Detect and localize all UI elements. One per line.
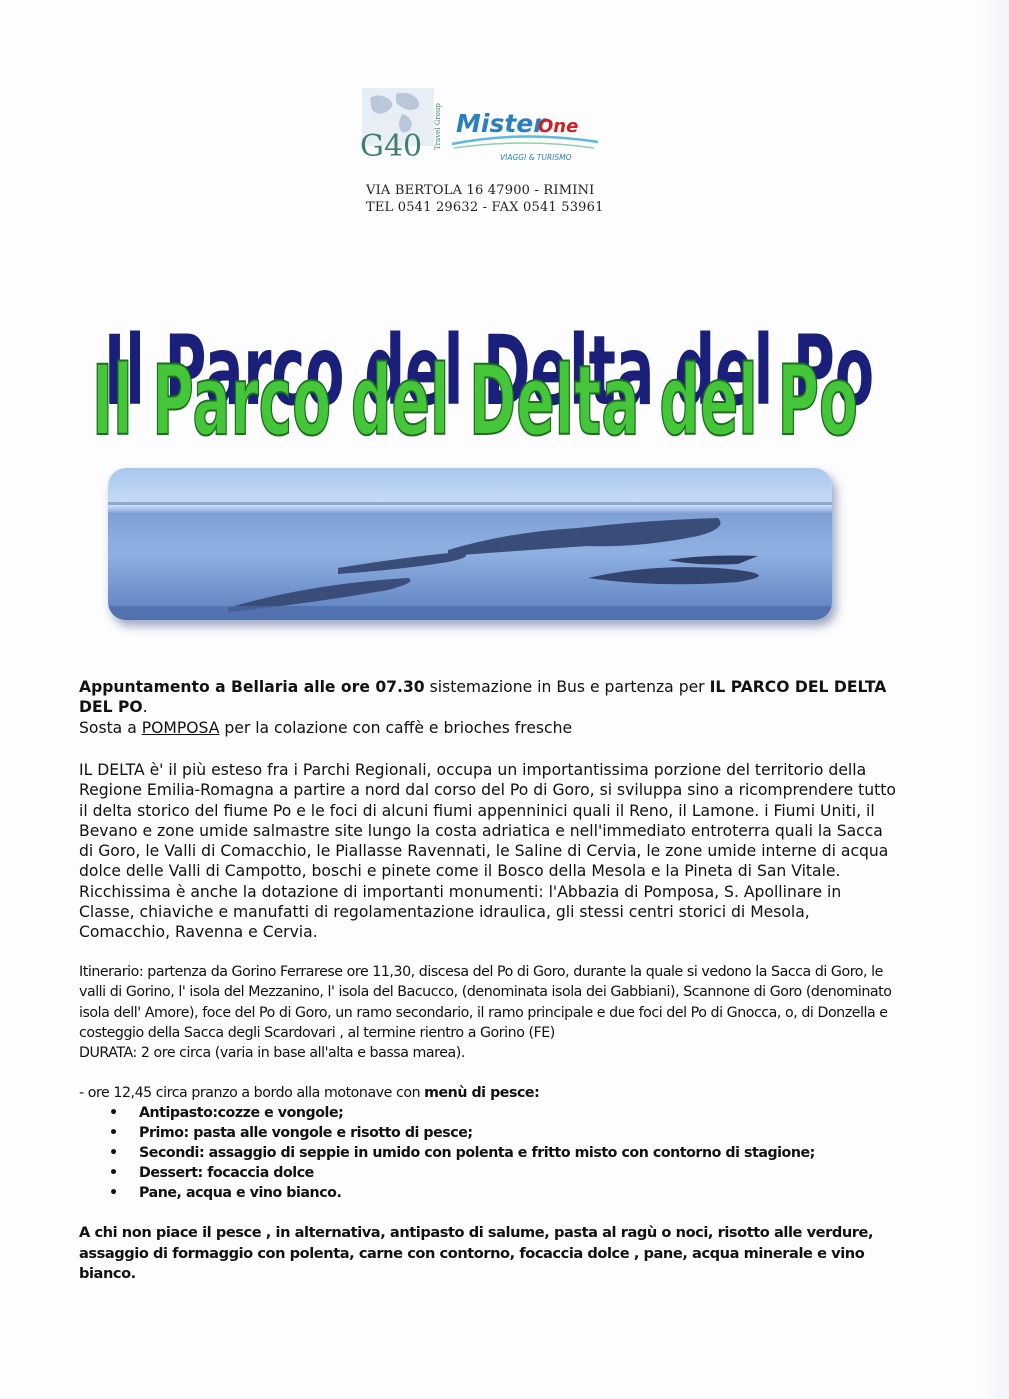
address-line: VIA BERTOLA 16 47900 - RIMINI [366,183,595,198]
destination: IL PARCO DEL DELTA DEL PO [79,678,887,717]
title-text: Il Parco del Delta del Po [92,345,858,457]
itinerary-duration: DURATA: 2 ore circa (varia in base all'alta e bassa marea). [79,1045,465,1062]
stop-suffix: per la colazione con caffè e brioches fresche [219,718,573,737]
menu-item: • Pane, acqua e vino bianco. [79,1183,899,1203]
lunch-intro: - ore 12,45 circa pranzo a bordo alla motonave con [79,1085,425,1101]
menu-item: • Antipasto:cozze e vongole; [79,1103,899,1123]
itinerary [79,962,899,1063]
misterone-logo [450,100,610,166]
meeting-time: Appuntamento a Bellaria alle ore 07.30 [79,678,425,696]
stop-prefix: Sosta a [79,718,142,737]
misterone-logo-subtitle: VIAGGI & TURISMO [500,153,572,162]
g40-logo-subtitle: Travel Group [434,103,442,150]
misterone-logo-text: Mister [456,109,546,138]
stop-place: POMPOSA [141,718,220,737]
intro-text: sistemazione in Bus e partenza per [424,678,710,696]
lunch-menu [79,1083,899,1203]
itinerary-text: Itinerario: partenza da Gorino Ferrarese ore 11,30, discesa del Po di Goro, durante la quale si vedono la Sacca di Goro, le valli di Gorino, l' isola del Mezzanino, l' isola del Bacucco, (denominata isola dei Gabbiani), Scannone di Goro (denominato isola dell' Amore), foce del Po di Goro, un ramo secondario, il ramo principale e due foci del Po di Gnocca, o, di Donzella e costeggio della Sacca degli Scardovari , al termine rientro a Gorino (FE) [79,964,892,1041]
alternative-menu: A chi non piace il pesce , in alternativa, antipasto di salume, pasta al ragù o noci, risotto alle verdure, assaggio di formaggio con polenta, carne con contorno, focaccia dolce , pane, acqua minerale e vino bianco. [79,1224,874,1282]
menu-item: • Secondi: assaggio di seppie in umido con polenta e fritto misto con contorno di stagione; [79,1143,899,1163]
lunch-intro-bold: menù di pesce: [424,1085,540,1101]
g40-logo [356,84,444,164]
misterone-logo-accent: One [538,116,579,137]
delta-description: IL DELTA è' il più esteso fra i Parchi Regionali, occupa un importantissima porzione del territorio della Regione Emilia-Romagna a partire a nord dal corso del Po di Goro, si sviluppa sino a ricomprendere tutto il delta storico del fiume Po e le foci di alcuni fiumi appenninici quali il Reno, il Lamone. i Fiumi Uniti, il Bevano e zone umide salmastre site lungo la costa adriatica e nell'immediato entroterra quali la Sacca di Goro, le Valli di Comacchio, le Piallasse Ravennati, le Saline di Cervia, le zone umide interne di acqua dolce delle Valli di Campotto, boschi e pinete come il Bosco della Mesola e la Pineta di San Vitale. Ricchissima è anche la dotazione di importanti monumenti: l'Abbazia di Pomposa, S. Apollinare in Classe, chiaviche e manufatti di regolamentazione idraulica, gli stessi centri storici di Mesola, Comacchio, Ravenna e Cervia. [79,761,896,942]
intro-paragraph [79,677,899,738]
menu-item: • Primo: pasta alle vongole e risotto di pesce; [79,1123,899,1143]
title-shadow: Il Parco del Delta del Po [104,315,874,427]
agency-address [366,182,604,216]
g40-logo-text: G40 [360,129,423,164]
menu-item: • Dessert: focaccia dolce [79,1163,899,1183]
page-title [86,312,886,462]
page-edge [979,0,1009,1399]
delta-banner-photo [108,468,832,620]
menu-list [79,1103,899,1203]
intro-period: . [142,698,148,717]
phone-line: TEL 0541 29632 - FAX 0541 53961 [366,200,604,215]
